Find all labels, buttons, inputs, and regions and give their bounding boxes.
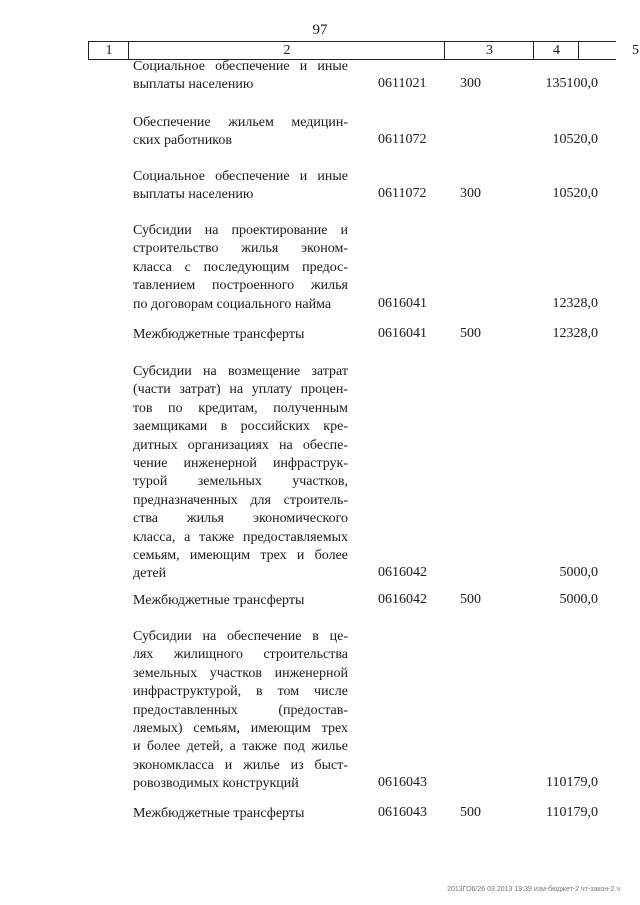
header-col-5: 5: [578, 42, 640, 59]
row-type: 300: [460, 76, 481, 92]
row-name-line: по договорам социального найма: [133, 296, 332, 312]
row-amount: 135100,0: [545, 76, 598, 92]
row-name-line: ских работников: [133, 133, 232, 149]
row-amount: 10520,0: [552, 132, 598, 148]
row-amount: 110179,0: [546, 775, 598, 791]
row-code: 0616043: [378, 805, 427, 820]
row-name: [133, 114, 348, 151]
row-name: [133, 805, 348, 823]
row-name: [133, 222, 348, 314]
row-name-line: выплаты населению: [133, 187, 254, 203]
row-name-line: класса, а также предоставляемых: [133, 529, 348, 545]
row-amount: 12328,0: [552, 326, 598, 341]
row-code: 0611021: [378, 76, 427, 92]
row-name-line: Субсидии на возмещение затрат: [133, 364, 348, 379]
row-name-line: выплаты населению: [133, 77, 254, 93]
row-type: 500: [460, 326, 481, 341]
header-col-2: 2: [128, 42, 445, 59]
row-amount: 110179,0: [546, 805, 598, 820]
row-name-line: тавлением построенного жилья: [133, 278, 348, 294]
row-name-line: земельных участков инженерной: [133, 665, 348, 681]
row-name: [133, 592, 348, 610]
row-name-line: лях жилищного строительства: [133, 647, 348, 663]
row-type: 500: [460, 805, 481, 820]
header-col-1: 1: [88, 42, 129, 59]
row-name: [133, 628, 348, 794]
row-name-line: предоставленных (предостав-: [133, 702, 348, 718]
row-name-line: чение инженерной инфраструк-: [133, 456, 348, 472]
row-name-line: предназначенных для строитель-: [133, 492, 348, 508]
row-amount: 10520,0: [552, 186, 598, 202]
row-name-line: Межбюджетные трансферты: [133, 593, 305, 608]
row-name-line: инфраструктурой, в том числе: [133, 684, 348, 700]
row-name-line: ляемых) семьям, имеющим трех: [133, 721, 348, 737]
row-amount: 5000,0: [559, 565, 598, 581]
row-code: 0616043: [378, 775, 427, 791]
header-col-3: 3: [444, 42, 534, 59]
row-name: [133, 58, 348, 95]
row-code: 0616042: [378, 565, 427, 581]
footer-stamp: 2013ГО6/26 03.2013 19:39 изм-бюджет-2 чт-закон-2 ч: [447, 886, 620, 893]
header-col-4: 4: [533, 42, 579, 59]
row-name-line: экономкласса и жилье из быст-: [133, 757, 348, 773]
row-code: 0611072: [378, 186, 427, 202]
row-amount: 5000,0: [559, 592, 598, 607]
row-type: 300: [460, 186, 481, 202]
row-name-line: заемщиками в российских кре-: [133, 419, 348, 435]
row-name-line: Субсидии на проектирование и: [133, 223, 348, 238]
row-name-line: Межбюджетные трансферты: [133, 327, 305, 342]
row-code: 0616042: [378, 592, 427, 607]
row-name: [133, 168, 348, 205]
row-name-line: тов по кредитам, полученным: [133, 400, 348, 416]
row-name-line: Субсидии на обеспечение в це-: [133, 629, 348, 644]
row-code: 0616041: [378, 326, 427, 341]
page-number: 97: [312, 22, 328, 38]
row-name-line: Социальное обеспечение и иные: [133, 169, 348, 184]
row-name-line: строительство жилья эконом-: [133, 241, 348, 257]
row-name-line: дитных организациях на обеспе-: [133, 437, 348, 453]
row-name-line: Межбюджетные трансферты: [133, 806, 305, 821]
row-type: 500: [460, 592, 481, 607]
row-name-line: семьям, имеющим трех и более: [133, 548, 348, 564]
row-name-line: ровозводимых конструкций: [133, 776, 299, 792]
row-name-line: класса с последующим предос-: [133, 259, 348, 275]
row-name-line: ства жилья экономического: [133, 511, 348, 527]
row-name-line: и более детей, а также под жилье: [133, 739, 348, 755]
row-name-line: детей: [133, 566, 167, 582]
row-name-line: Социальное обеспечение и иные: [133, 59, 348, 74]
row-code: 0611072: [378, 132, 427, 148]
row-name: [133, 326, 348, 344]
row-code: 0616041: [378, 295, 427, 311]
row-name-line: Обеспечение жильем медицин-: [133, 115, 348, 130]
row-amount: 12328,0: [552, 295, 598, 311]
row-name-line: (части затрат) на уплату процен-: [133, 382, 348, 398]
row-name-line: турой земельных участков,: [133, 474, 348, 490]
row-name: [133, 363, 348, 584]
